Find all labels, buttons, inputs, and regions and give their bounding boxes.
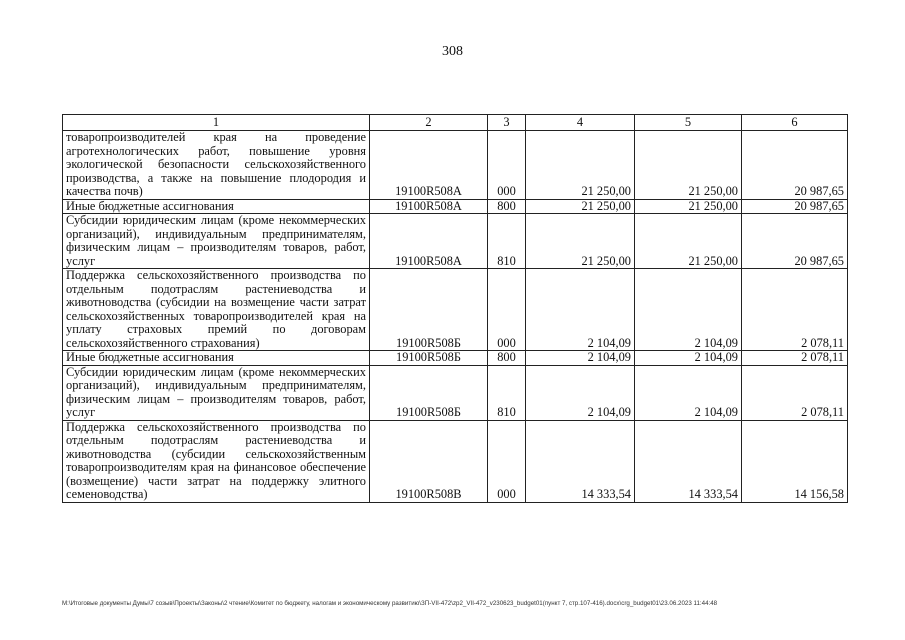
row-type: 810	[488, 214, 526, 269]
row-value-6: 20 987,65	[742, 214, 848, 269]
row-name: товаропроизводителей края на проведение агротехнологических работ, повышение уровня экологической безопасности сельскохозяйственного производства, а также на повышение плодородия и качества почв)	[63, 131, 370, 200]
row-value-5: 14 333,54	[635, 420, 742, 502]
table-row	[63, 214, 848, 269]
row-value-4: 21 250,00	[526, 131, 635, 200]
table-row	[63, 365, 848, 420]
row-value-6: 2 078,11	[742, 351, 848, 366]
row-type: 000	[488, 420, 526, 502]
column-header: 4	[526, 115, 635, 131]
row-code: 19100R508Б	[370, 365, 488, 420]
row-value-4: 2 104,09	[526, 351, 635, 366]
row-value-4: 21 250,00	[526, 199, 635, 214]
column-header: 1	[63, 115, 370, 131]
row-value-5: 2 104,09	[635, 269, 742, 351]
page-number: 308	[442, 44, 463, 59]
row-value-6: 2 078,11	[742, 365, 848, 420]
row-type: 800	[488, 351, 526, 366]
row-code: 19100R508Б	[370, 351, 488, 366]
row-type: 800	[488, 199, 526, 214]
row-value-5: 21 250,00	[635, 214, 742, 269]
row-value-6: 20 987,65	[742, 199, 848, 214]
row-value-5: 21 250,00	[635, 131, 742, 200]
row-value-5: 21 250,00	[635, 199, 742, 214]
row-value-5: 2 104,09	[635, 365, 742, 420]
row-value-6: 20 987,65	[742, 131, 848, 200]
column-header: 5	[635, 115, 742, 131]
row-code: 19100R508A	[370, 131, 488, 200]
row-code: 19100R508A	[370, 199, 488, 214]
row-type: 000	[488, 131, 526, 200]
row-value-4: 2 104,09	[526, 365, 635, 420]
table-row	[63, 269, 848, 351]
row-value-6: 14 156,58	[742, 420, 848, 502]
column-header: 6	[742, 115, 848, 131]
row-type: 810	[488, 365, 526, 420]
column-header: 2	[370, 115, 488, 131]
row-value-4: 2 104,09	[526, 269, 635, 351]
table-row	[63, 420, 848, 502]
table-header-row	[63, 115, 848, 131]
row-code: 19100R508A	[370, 214, 488, 269]
column-header: 3	[488, 115, 526, 131]
row-code: 19100R508В	[370, 420, 488, 502]
row-code: 19100R508Б	[370, 269, 488, 351]
table-row	[63, 131, 848, 200]
row-name: Субсидии юридическим лицам (кроме некоммерческих организаций), индивидуальным предпринимателям, физическим лицам – производителям товаров, работ, услуг	[63, 214, 370, 269]
table-row	[63, 351, 848, 366]
row-name: Поддержка сельскохозяйственного производства по отдельным подотраслям растениеводства и животноводства (субсидии сельскохозяйственным товаропроизводителям края на финансовое обеспечение (возмещение) части затрат на поддержку элитного семеноводства)	[63, 420, 370, 502]
row-name: Иные бюджетные ассигнования	[63, 351, 370, 366]
row-name: Субсидии юридическим лицам (кроме некоммерческих организаций), индивидуальным предпринимателям, физическим лицам – производителям товаров, работ, услуг	[63, 365, 370, 420]
row-value-5: 2 104,09	[635, 351, 742, 366]
row-name: Иные бюджетные ассигнования	[63, 199, 370, 214]
row-value-4: 14 333,54	[526, 420, 635, 502]
row-value-4: 21 250,00	[526, 214, 635, 269]
document-path-footer: M:\Итоговые документы Думы\7 созыв\Проекты\Законы\2 чтение\Комитет по бюджету, налогам и экономическому развитию\ЗП-VII-472\zp2_VII-472_v230623_budget01(пункт 7, стр.107-416).docx\crg_budget01\23.06.2023 11:44:48	[62, 600, 718, 607]
table-row	[63, 199, 848, 214]
row-name: Поддержка сельскохозяйственного производства по отдельным подотраслям растениеводства и животноводства (субсидии на возмещение части затрат сельскохозяйственных товаропроизводителей края на уплату страховых премий по договорам сельскохозяйственного страхования)	[63, 269, 370, 351]
budget-table	[62, 114, 848, 503]
row-type: 000	[488, 269, 526, 351]
row-value-6: 2 078,11	[742, 269, 848, 351]
